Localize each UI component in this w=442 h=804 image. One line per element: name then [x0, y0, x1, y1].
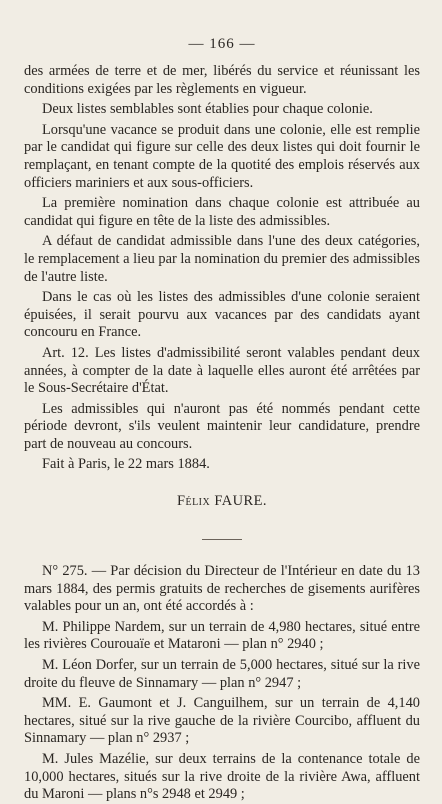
page-number: — 166 —	[188, 36, 256, 52]
section-divider	[202, 539, 242, 540]
paragraph: des armées de terre et de mer, libérés du service et réunissant les conditions exigées par les règlements en vigueur.	[24, 63, 420, 97]
signature: Félix FAURE.	[176, 493, 268, 510]
paragraph: La première nomination dans chaque colonie est attribuée au candidat qui figure en tête de la liste des admissibles.	[24, 195, 420, 229]
decision-paragraph: N° 275. — Par décision du Directeur de l'Intérieur en date du 13 mars 1884, des permis gratuits de recherches de gisements aurifères valables pour un an, ont été accordés à :	[24, 563, 420, 615]
permit-entry: MM. E. Gaumont et J. Canguilhem, sur un terrain de 4,140 hectares, situé sur la rive gauche de la rivière Courcibo, affluent du Sinnamary — plan n° 2937 ;	[24, 695, 420, 747]
paragraph: Lorsqu'une vacance se produit dans une colonie, elle est remplie par le candidat qui figure sur celle des deux listes qui doit fournir le remplaçant, en tenant compte de la quotité des emplois réservés aux officiers mariniers et aux sous-officiers.	[24, 121, 420, 191]
paragraph: A défaut de candidat admissible dans l'une des deux catégories, le remplacement a lieu par la nomination du premier des admissibles de l'autre liste.	[24, 233, 420, 285]
permit-entry: M. Philippe Nardem, sur un terrain de 4,980 hectares, situé entre les rivières Courouaïe et Mataroni — plan n° 2940 ;	[24, 618, 420, 653]
paragraph: Les admissibles qui n'auront pas été nommés pendant cette période devront, s'ils veulent maintenir leur candidature, prendre part de nouveau au concours.	[24, 400, 420, 452]
date-line: Fait à Paris, le 22 mars 1884.	[42, 456, 210, 473]
paragraph: Dans le cas où les listes des admissibles d'une colonie seraient épuisées, il serait pourvu aux vacances par des candidats ayant concouru en France.	[24, 289, 420, 341]
paragraph: Deux listes semblables sont établies pour chaque colonie.	[42, 101, 373, 118]
article-paragraph: Art. 12. Les listes d'admissibilité seront valables pendant deux années, à compter de la date à laquelle elles auront été arrêtées par le Sous-Secrétaire d'État.	[24, 344, 420, 397]
permit-entry: M. Léon Dorfer, sur un terrain de 5,000 hectares, situé sur la rive droite du fleuve de Sinnamary — plan n° 2947 ;	[24, 657, 420, 691]
permit-entry: M. Jules Mazélie, sur deux terrains de la contenance totale de 10,000 hectares, situés sur la rive droite de la rivière Awa, affluent du Maroni — plans n°s 2948 et 2949 ;	[24, 751, 420, 803]
